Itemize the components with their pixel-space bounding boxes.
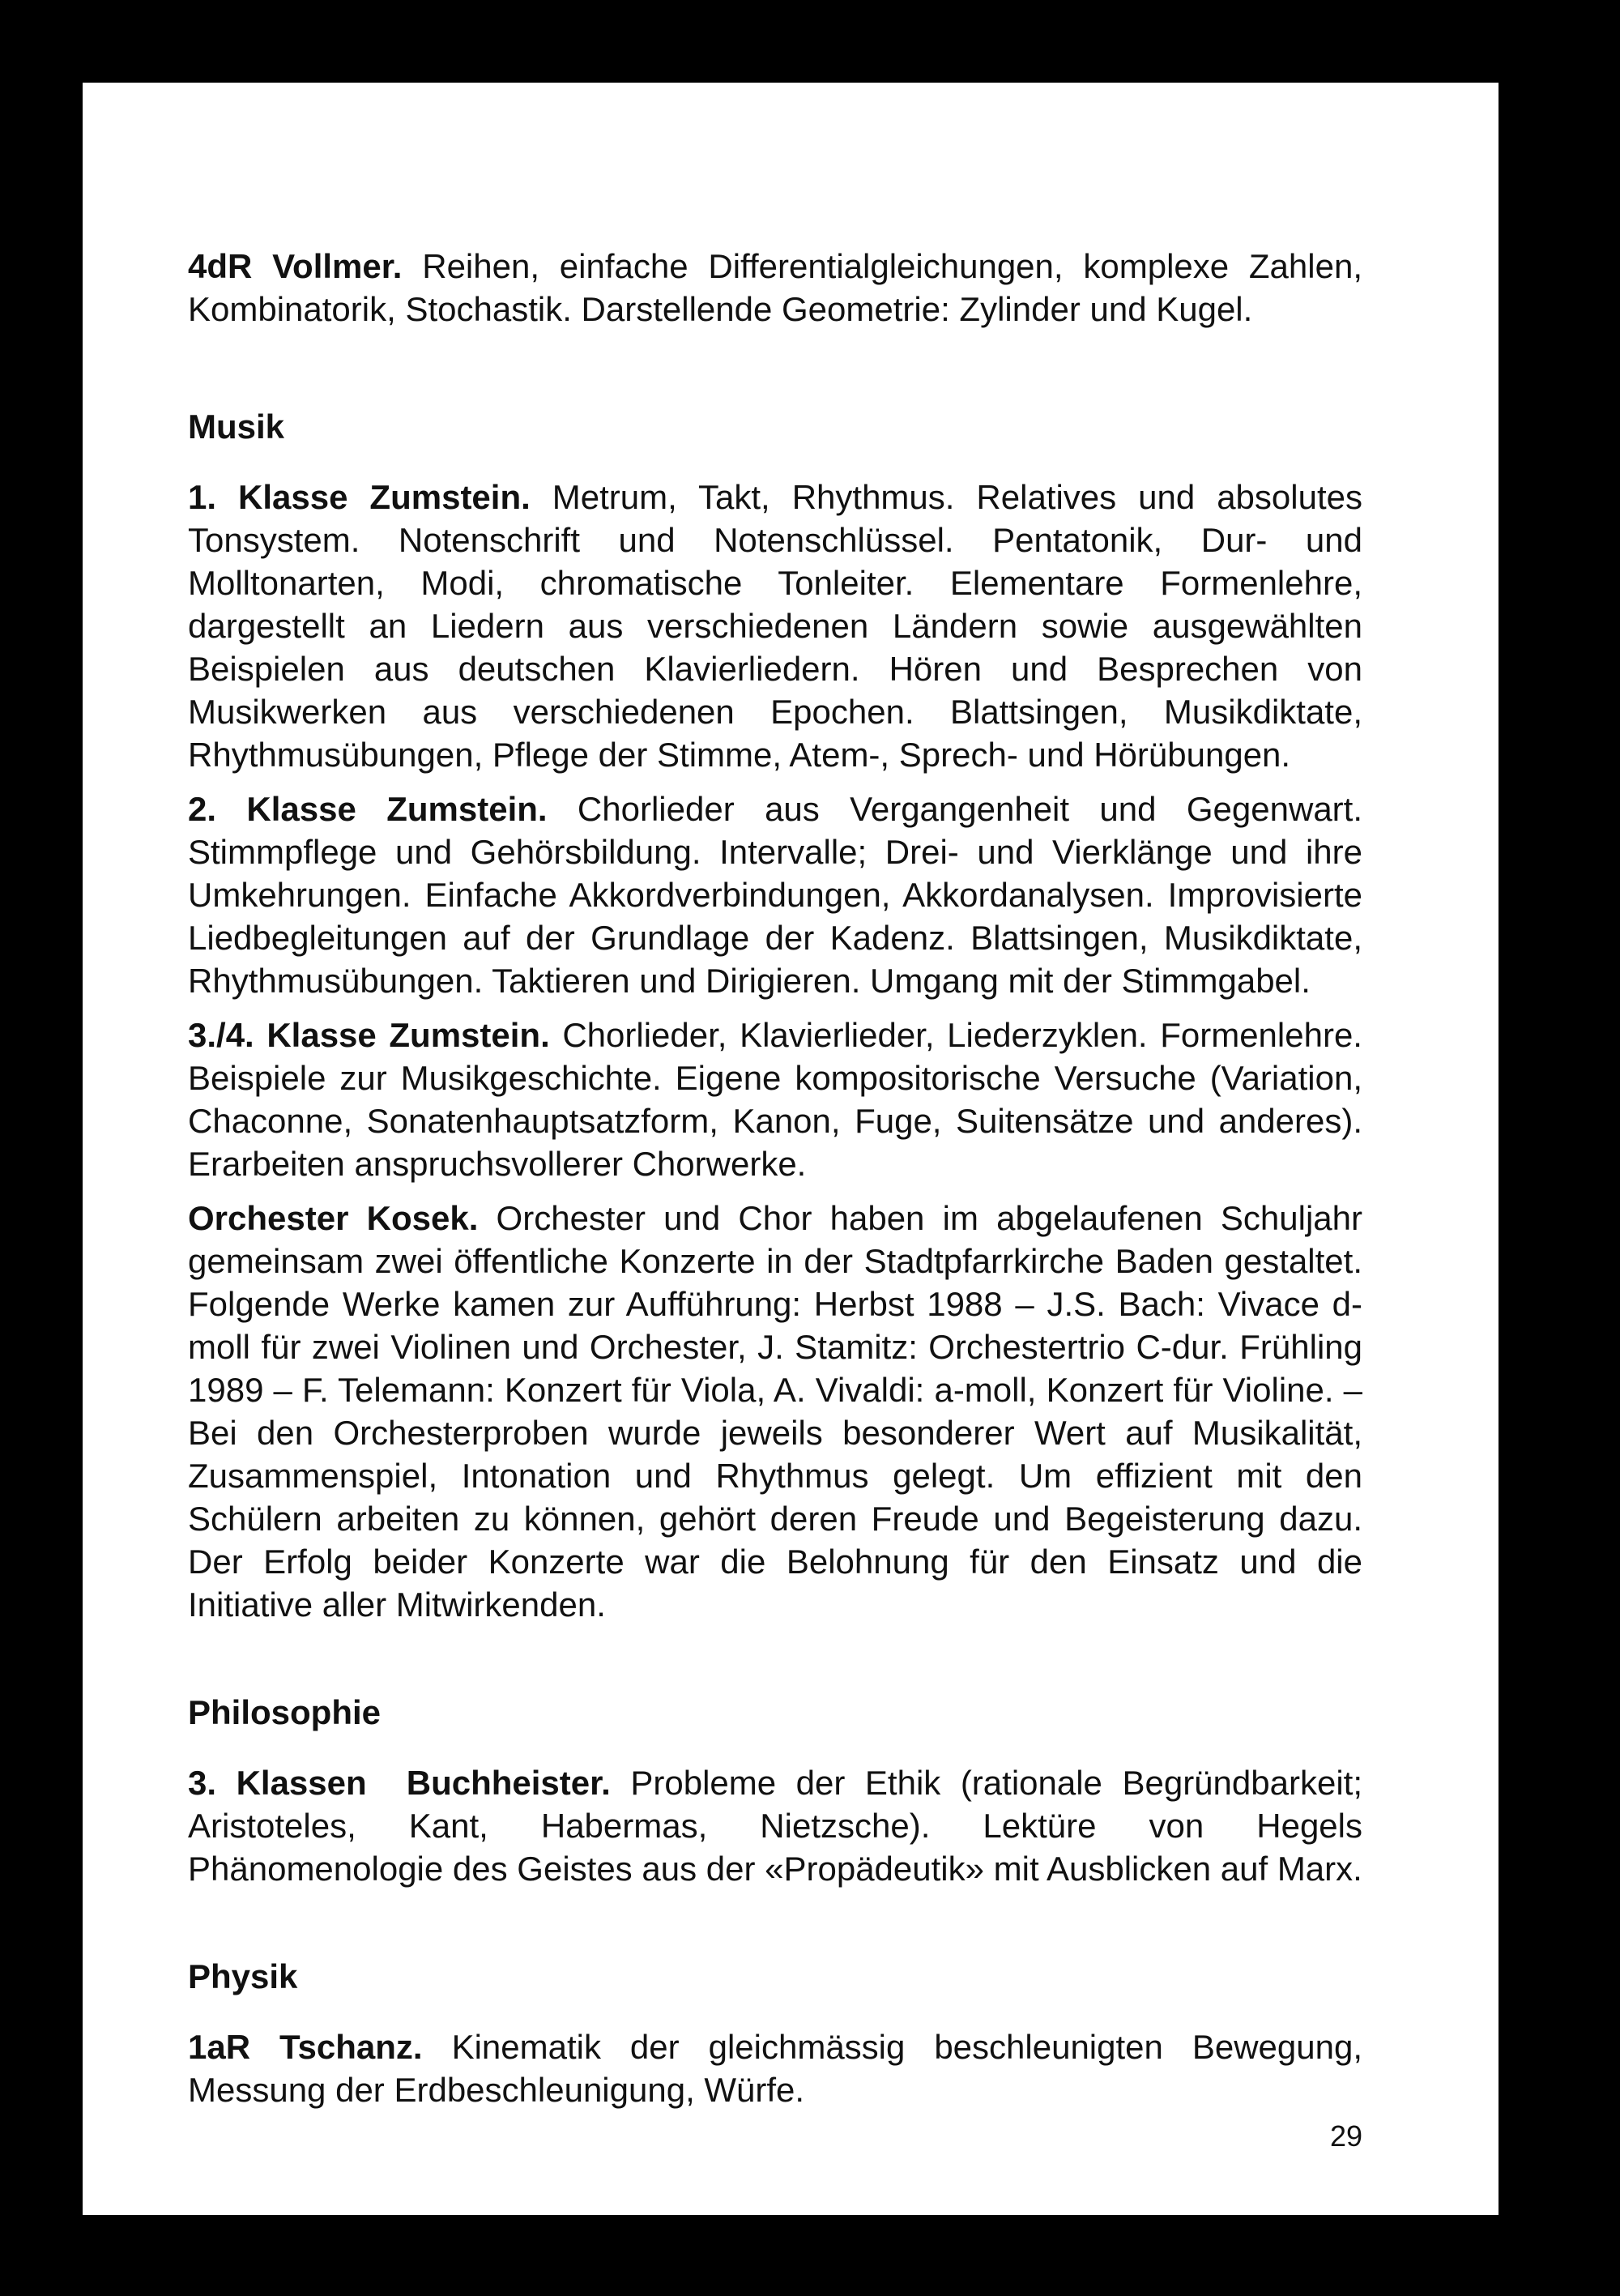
section-spacer [188,342,1362,405]
paragraph-tschanz [188,2025,1362,2111]
paragraph-text: Metrum, Takt, Rhythmus. Relatives und absolutes Tonsystem. Notenschrift und Notenschlüssel. Pentatonik, Dur- und Molltonarten, Modi, chromatische Tonleiter. Elementare Formenlehre, dargestellt an Liedern aus verschiedenen Ländern sowie ausgewählten Beispielen aus deutschen Klavierliedern. Hören und Besprechen von Musikwerken aus verschiedenen Epochen. Blattsingen, Musikdiktate, Rhythmusübungen, Pflege der Stimme, Atem-, Sprech- und Hörübungen. [188,478,1362,774]
paragraph-lead: 2. Klasse Zumstein. [188,790,548,828]
paragraph-lead: 1. Klasse Zumstein. [188,478,531,516]
section-heading-musik: Musik [188,408,285,446]
paragraph-vollmer [188,245,1362,331]
section-spacer [188,1637,1362,1691]
document-page [83,83,1498,2215]
paragraph-lead: 4dR Vollmer. [188,247,403,285]
page-number: 29 [1329,2119,1362,2153]
paragraph-text: Chorlieder aus Vergangenheit und Gegenwart. Stimmpflege und Gehörsbildung. Intervalle; Drei- und Vierklänge und ihre Umkehrungen. Einfache Akkordverbindungen, Akkordanalysen. Improvisierte Liedbegleitungen auf der Grundlage der Kadenz. Blattsingen, Musikdiktate, Rhythmusübungen. Taktieren und Dirigieren. Umgang mit der Stimmgabel. [188,790,1362,1000]
paragraph-lead: 3. Klassen Buchheister. [188,1764,611,1802]
paragraph-lead: Orchester Kosek. [188,1199,479,1237]
page-content [188,245,1362,2123]
section-heading-physik: Physik [188,1957,298,1995]
paragraph-text: Orchester und Chor haben im abgelaufenen Schuljahr gemeinsam zwei öffentliche Konzerte in der Stadtpfarrkirche Baden gestaltet. Folgende Werke kamen zur Aufführung: Herbst 1988 – J.S. Bach: Vivace d-moll für zwei Violinen und Orchester, J. Stamitz: Orchestertrio C-dur. Frühling 1989 – F. Telemann: Konzert für Viola, A. Vivaldi: a-moll, Konzert für Violine. – Bei den Orchesterproben wurde jeweils besonderer Wert auf Musikalität, Zusammenspiel, Intonation und Rhythmus gelegt. Um effizient mit den Schülern arbeiten zu können, gehört deren Freude und Begeisterung dazu. Der Erfolg beider Konzerte war die Belohnung für den Einsatz und die Initiative aller Mitwirkenden. [188,1199,1362,1624]
paragraph-buchheister [188,1761,1362,1890]
paragraph-lead: 3./4. Klasse Zumstein. [188,1016,550,1054]
paragraph-text: Probleme der Ethik (rationale Begründbarkeit; Aristoteles, Kant, Habermas, Nietzsche). Lektüre von Hegels Phänomenologie des Geistes aus der «Propädeutik» mit Ausblicken auf Marx. [188,1764,1362,1888]
paragraph-zumstein-2 [188,787,1362,1002]
paragraph-zumstein-3-4 [188,1014,1362,1185]
paragraph-text: Chorlieder, Klavierlieder, Liederzyklen. Formenlehre. Beispiele zur Musikgeschichte. Eigene kompositorische Versuche (Variation, Chaconne, Sonatenhauptsatzform, Kanon, Fuge, Suitensätze und anderes). Erarbeiten anspruchsvollerer Chorwerke. [188,1016,1362,1183]
paragraph-text: Reihen, einfache Differentialgleichungen, komplexe Zahlen, Kombinatorik, Stochastik. Darstellende Geometrie: Zylinder und Kugel. [188,247,1362,328]
paragraph-orchester-kosek [188,1197,1362,1626]
paragraph-lead: 1aR Tschanz. [188,2028,423,2066]
paragraph-zumstein-1 [188,476,1362,776]
paragraph-text: Kinematik der gleichmässig beschleunigten Bewegung, Messung der Erdbeschleunigung, Würfe. [188,2028,1363,2109]
section-spacer [188,1901,1362,1955]
section-heading-philosophie: Philosophie [188,1693,382,1731]
